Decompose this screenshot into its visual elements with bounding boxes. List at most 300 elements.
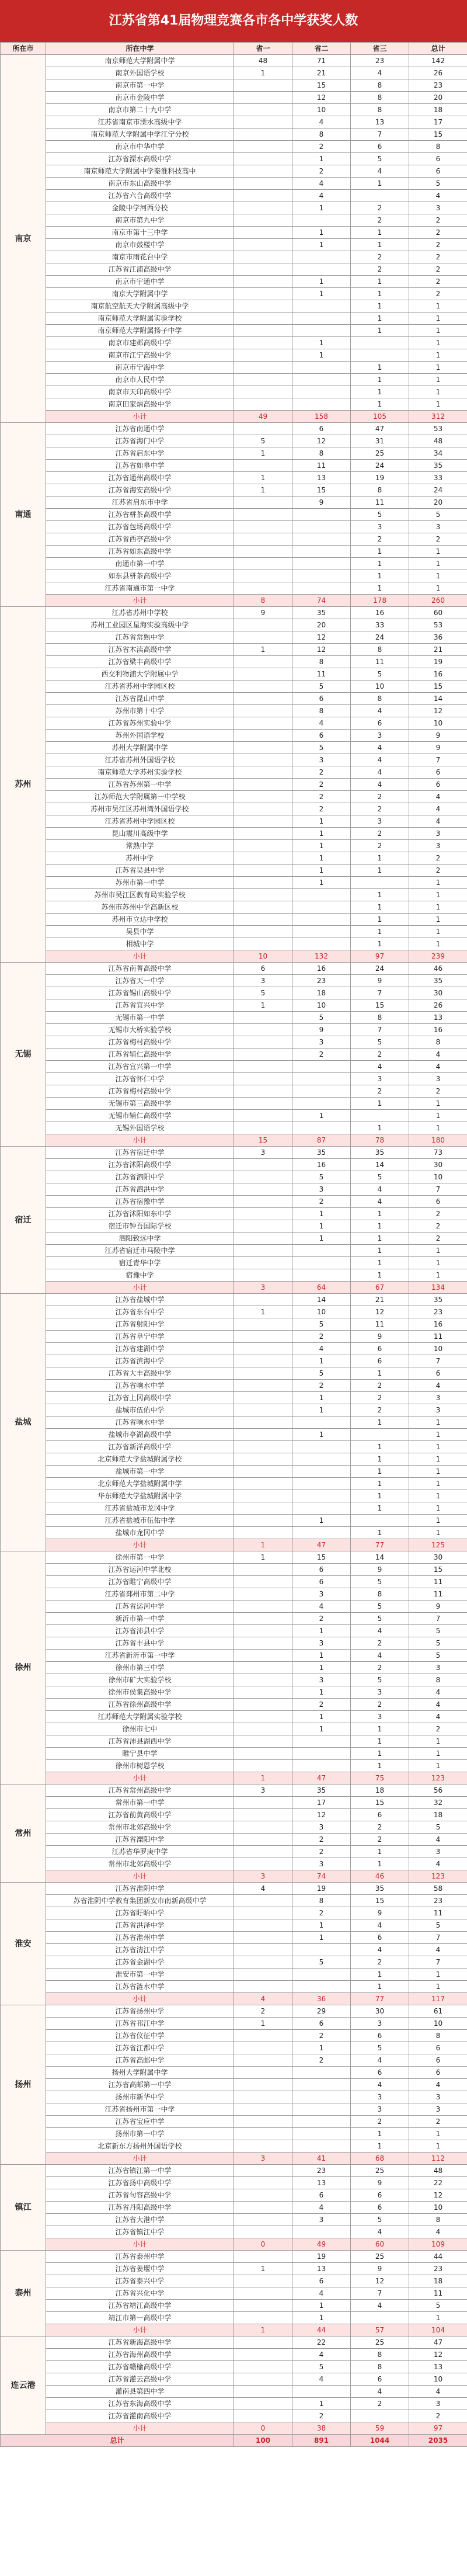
subtotal-total: 117 <box>409 1993 467 2005</box>
school-name: 江苏省沭阳高级中学 <box>46 1159 234 1171</box>
third-prize-count: 2 <box>351 1662 409 1674</box>
third-prize-count: 2 <box>351 533 409 546</box>
total-count: 15 <box>409 681 467 693</box>
total-count: 1 <box>409 1490 467 1502</box>
second-prize-count: 2 <box>292 1846 351 1858</box>
table-row <box>1 423 467 435</box>
third-prize-count: 4 <box>351 1061 409 1073</box>
third-prize-count: 1 <box>351 570 409 582</box>
second-prize-count <box>292 914 351 926</box>
third-prize-count: 12 <box>351 1306 409 1318</box>
table-row <box>1 852 467 865</box>
third-prize-count: 1 <box>351 558 409 570</box>
second-prize-count: 8 <box>292 656 351 668</box>
school-name: 江苏省梅村高级中学 <box>46 1036 234 1049</box>
second-prize-count: 3 <box>292 1637 351 1650</box>
school-name: 江苏省清江中学 <box>46 1944 234 1956</box>
third-prize-count: 1 <box>351 1466 409 1478</box>
second-prize-count: 8 <box>292 705 351 717</box>
third-prize-count: 1 <box>351 865 409 877</box>
first-prize-count <box>234 1821 292 1834</box>
second-prize-count: 35 <box>292 607 351 619</box>
third-prize-count: 1 <box>351 926 409 938</box>
table-row <box>1 1012 467 1024</box>
subtotal-second-prize: 132 <box>292 950 351 963</box>
second-prize-count: 3 <box>292 2214 351 2226</box>
third-prize-count: 24 <box>351 631 409 644</box>
total-count: 2 <box>409 288 467 300</box>
table-row <box>1 1417 467 1429</box>
first-prize-count <box>234 1760 292 1772</box>
school-name: 江苏省高邮中学 <box>46 2054 234 2067</box>
first-prize-count: 5 <box>234 435 292 447</box>
third-prize-count: 1 <box>351 288 409 300</box>
school-name: 江苏省前黄高级中学 <box>46 1809 234 1821</box>
first-prize-count <box>234 460 292 472</box>
third-prize-count: 4 <box>351 779 409 791</box>
second-prize-count: 2 <box>292 791 351 803</box>
total-count: 60 <box>409 607 467 619</box>
second-prize-count: 5 <box>292 1318 351 1331</box>
total-count: 10 <box>409 2018 467 2030</box>
table-row <box>1 1147 467 1159</box>
third-prize-count: 11 <box>351 656 409 668</box>
table-row <box>1 1073 467 1085</box>
third-prize-count: 4 <box>351 165 409 178</box>
total-count: 44 <box>409 2251 467 2263</box>
table-row <box>1 2361 467 2373</box>
table-row <box>1 2165 467 2177</box>
total-count: 18 <box>409 104 467 116</box>
table-row <box>1 2054 467 2067</box>
school-name: 江苏省南通中学 <box>46 423 234 435</box>
table-row <box>1 214 467 227</box>
total-count: 11 <box>409 1588 467 1601</box>
subtotal-third-prize: 105 <box>351 411 409 423</box>
second-prize-count <box>292 325 351 337</box>
first-prize-count <box>234 362 292 374</box>
total-count: 7 <box>409 754 467 766</box>
third-prize-count: 2 <box>351 1821 409 1834</box>
third-prize-count: 1 <box>351 852 409 865</box>
table-row <box>1 2189 467 2202</box>
first-prize-count <box>234 717 292 730</box>
school-name: 江苏省大港中学 <box>46 2214 234 2226</box>
second-prize-count: 10 <box>292 104 351 116</box>
total-count: 9 <box>409 730 467 742</box>
table-row <box>1 1245 467 1257</box>
table-row <box>1 815 467 828</box>
subtotal-row <box>1 1993 467 2005</box>
table-row <box>1 546 467 558</box>
third-prize-count: 30 <box>351 2005 409 2018</box>
total-count: 23 <box>409 1895 467 1907</box>
second-prize-count: 2 <box>292 1331 351 1343</box>
first-prize-count <box>234 313 292 325</box>
school-name: 江苏省梁丰高级中学 <box>46 656 234 668</box>
third-prize-count: 15 <box>351 1797 409 1809</box>
first-prize-count <box>234 165 292 178</box>
second-prize-count <box>292 889 351 901</box>
third-prize-count: 1 <box>351 374 409 386</box>
table-row <box>1 1478 467 1490</box>
table-row <box>1 386 467 398</box>
second-prize-count: 1 <box>292 1625 351 1637</box>
school-name: 江苏省宿迁中学 <box>46 1147 234 1159</box>
first-prize-count <box>234 1245 292 1257</box>
first-prize-count <box>234 1318 292 1331</box>
third-prize-count: 8 <box>351 484 409 497</box>
total-count: 1 <box>409 889 467 901</box>
first-prize-count <box>234 1441 292 1453</box>
third-prize-count: 2 <box>351 1392 409 1404</box>
second-prize-count: 22 <box>292 2337 351 2349</box>
total-count: 6 <box>409 165 467 178</box>
school-name: 江苏省海安高级中学 <box>46 484 234 497</box>
total-count: 11 <box>409 2287 467 2300</box>
third-prize-count: 6 <box>351 1343 409 1355</box>
table-row <box>1 1699 467 1711</box>
school-name: 江苏省泗阳中学 <box>46 1171 234 1183</box>
first-prize-count <box>234 1699 292 1711</box>
school-name: 常熟中学 <box>46 840 234 852</box>
subtotal-row <box>1 950 467 963</box>
total-count: 5 <box>409 509 467 521</box>
school-name: 南京市人民中学 <box>46 374 234 386</box>
total-count: 9 <box>409 742 467 754</box>
school-name: 徐州市第三中学 <box>46 1662 234 1674</box>
school-name: 南京师范大学附属中学秦淮科技高中 <box>46 165 234 178</box>
second-prize-count <box>292 263 351 276</box>
total-count: 13 <box>409 1012 467 1024</box>
second-prize-count: 2 <box>292 1613 351 1625</box>
third-prize-count: 5 <box>351 2214 409 2226</box>
total-count: 4 <box>409 1686 467 1699</box>
table-row <box>1 2287 467 2300</box>
third-prize-count: 31 <box>351 435 409 447</box>
school-name: 江苏省金湖中学 <box>46 1956 234 1969</box>
school-name: 常州市第一中学 <box>46 1797 234 1809</box>
second-prize-count <box>292 533 351 546</box>
second-prize-count: 5 <box>292 681 351 693</box>
second-prize-count <box>292 558 351 570</box>
total-count: 8 <box>409 1674 467 1686</box>
total-count: 2 <box>409 1208 467 1220</box>
third-prize-count: 1 <box>351 325 409 337</box>
city-cell: 镇江 <box>1 2165 46 2251</box>
total-count: 19 <box>409 656 467 668</box>
table-row <box>1 1233 467 1245</box>
table-row <box>1 55 467 67</box>
first-prize-count <box>234 1515 292 1527</box>
second-prize-count: 1 <box>292 877 351 889</box>
third-prize-count: 2 <box>351 828 409 840</box>
second-prize-count <box>292 1257 351 1269</box>
third-prize-count <box>351 337 409 349</box>
second-prize-count: 35 <box>292 1785 351 1797</box>
first-prize-count: 3 <box>234 1785 292 1797</box>
third-prize-count: 5 <box>351 1674 409 1686</box>
school-name: 宿迁市钟吾国际学校 <box>46 1220 234 1233</box>
first-prize-count <box>234 276 292 288</box>
total-count: 47 <box>409 2337 467 2349</box>
table-row <box>1 705 467 717</box>
third-prize-count: 15 <box>351 1895 409 1907</box>
second-prize-count: 1 <box>292 1686 351 1699</box>
first-prize-count <box>234 497 292 509</box>
second-prize-count <box>292 374 351 386</box>
second-prize-count: 3 <box>292 1036 351 1049</box>
total-count: 3 <box>409 828 467 840</box>
table-row <box>1 2042 467 2054</box>
total-count: 3 <box>409 202 467 214</box>
first-prize-count: 1 <box>234 447 292 460</box>
table-row <box>1 2263 467 2275</box>
second-prize-count: 6 <box>292 2189 351 2202</box>
school-name: 江苏省涟水中学 <box>46 1981 234 1993</box>
subtotal-label: 小计 <box>46 411 234 423</box>
subtotal-second-prize: 74 <box>292 595 351 607</box>
third-prize-count: 6 <box>351 2067 409 2079</box>
table-row <box>1 1441 467 1453</box>
first-prize-count <box>234 202 292 214</box>
school-name: 江苏省句容高级中学 <box>46 2189 234 2202</box>
third-prize-count: 3 <box>351 1711 409 1723</box>
third-prize-count: 15 <box>351 999 409 1012</box>
second-prize-count <box>292 1748 351 1760</box>
total-count: 3 <box>409 1392 467 1404</box>
table-row <box>1 975 467 987</box>
school-name: 江苏省如皋中学 <box>46 460 234 472</box>
subtotal-row <box>1 2422 467 2435</box>
subtotal-first-prize: 49 <box>234 411 292 423</box>
second-prize-count: 2 <box>292 779 351 791</box>
third-prize-count: 5 <box>351 509 409 521</box>
second-prize-count <box>292 2386 351 2398</box>
second-prize-count <box>292 570 351 582</box>
second-prize-count: 2 <box>292 2030 351 2042</box>
third-prize-count: 6 <box>351 141 409 153</box>
third-prize-count: 6 <box>351 2030 409 2042</box>
second-prize-count: 8 <box>292 129 351 141</box>
subtotal-first-prize: 3 <box>234 1870 292 1883</box>
total-count: 1 <box>409 877 467 889</box>
first-prize-count <box>234 1367 292 1380</box>
second-prize-count: 13 <box>292 2263 351 2275</box>
second-prize-count: 1 <box>292 1110 351 1122</box>
first-prize-count <box>234 1576 292 1588</box>
third-prize-count: 25 <box>351 2337 409 2349</box>
school-name: 江苏省包场高级中学 <box>46 521 234 533</box>
school-name: 江苏省常州高级中学 <box>46 1785 234 1797</box>
first-prize-count <box>234 178 292 190</box>
total-count: 2 <box>409 251 467 263</box>
table-row <box>1 1895 467 1907</box>
second-prize-count: 4 <box>292 1601 351 1613</box>
school-name: 苏州市第十中学 <box>46 705 234 717</box>
subtotal-total: 123 <box>409 1870 467 1883</box>
second-prize-count: 1 <box>292 2398 351 2410</box>
table-row <box>1 1625 467 1637</box>
table-row <box>1 1429 467 1441</box>
first-prize-count <box>234 423 292 435</box>
table-row <box>1 2214 467 2226</box>
first-prize-count <box>234 693 292 705</box>
first-prize-count <box>234 2386 292 2398</box>
first-prize-count: 1 <box>234 472 292 484</box>
first-prize-count <box>234 337 292 349</box>
second-prize-count: 11 <box>292 460 351 472</box>
school-name: 江苏省华罗庚中学 <box>46 1846 234 1858</box>
total-count: 46 <box>409 963 467 975</box>
third-prize-count: 7 <box>351 1024 409 1036</box>
third-prize-count: 35 <box>351 1147 409 1159</box>
school-name: 南京师范大学附属扬子中学 <box>46 325 234 337</box>
subtotal-first-prize: 4 <box>234 1993 292 2005</box>
school-name: 南京市金陵中学 <box>46 92 234 104</box>
second-prize-count: 1 <box>292 288 351 300</box>
third-prize-count <box>351 349 409 362</box>
school-name: 江苏省丹阳高级中学 <box>46 2202 234 2214</box>
third-prize-count: 3 <box>351 730 409 742</box>
school-name: 徐州市七中 <box>46 1723 234 1735</box>
total-count: 2 <box>409 214 467 227</box>
school-name: 江苏省海门中学 <box>46 435 234 447</box>
table-row <box>1 607 467 619</box>
second-prize-count: 1 <box>292 239 351 251</box>
table-row <box>1 1637 467 1650</box>
first-prize-count <box>234 1478 292 1490</box>
city-cell: 宿迁 <box>1 1147 46 1294</box>
total-count: 16 <box>409 668 467 681</box>
second-prize-count: 23 <box>292 975 351 987</box>
third-prize-count: 5 <box>351 2042 409 2054</box>
subtotal-label: 小计 <box>46 1134 234 1147</box>
school-name: 江苏省新沂市第一中学 <box>46 1650 234 1662</box>
table-row <box>1 1674 467 1686</box>
first-prize-count <box>234 190 292 202</box>
table-row <box>1 153 467 165</box>
table-row <box>1 1049 467 1061</box>
school-name: 南京田家炳高级中学 <box>46 398 234 411</box>
third-prize-count: 8 <box>351 79 409 92</box>
table-row <box>1 263 467 276</box>
school-name: 盐城市亭湖高级中学 <box>46 1429 234 1441</box>
first-prize-count <box>234 803 292 815</box>
second-prize-count <box>292 2116 351 2128</box>
second-prize-count: 16 <box>292 963 351 975</box>
first-prize-count <box>234 1834 292 1846</box>
total-count: 1 <box>409 1098 467 1110</box>
table-row <box>1 1846 467 1858</box>
second-prize-count <box>292 1122 351 1134</box>
second-prize-count <box>292 1490 351 1502</box>
total-count: 5 <box>409 1919 467 1932</box>
first-prize-count <box>234 865 292 877</box>
third-prize-count: 4 <box>351 1944 409 1956</box>
total-count: 2 <box>409 1723 467 1735</box>
school-name: 江苏省邗江中学 <box>46 2018 234 2030</box>
first-prize-count <box>234 1355 292 1367</box>
city-cell: 泰州 <box>1 2251 46 2337</box>
second-prize-count: 12 <box>292 92 351 104</box>
school-name: 江苏省淮阴中学 <box>46 1883 234 1895</box>
total-count: 2 <box>409 239 467 251</box>
school-name: 江苏省东海高级中学 <box>46 2398 234 2410</box>
subtotal-third-prize: 77 <box>351 1539 409 1551</box>
third-prize-count: 19 <box>351 472 409 484</box>
table-row <box>1 276 467 288</box>
awards-table <box>0 42 467 2447</box>
first-prize-count <box>234 2349 292 2361</box>
second-prize-count <box>292 901 351 914</box>
school-name: 江苏省东台中学 <box>46 1306 234 1318</box>
first-prize-count <box>234 214 292 227</box>
total-count: 1 <box>409 1760 467 1772</box>
table-row <box>1 165 467 178</box>
first-prize-count <box>234 852 292 865</box>
total-count: 30 <box>409 1551 467 1564</box>
first-prize-count <box>234 1380 292 1392</box>
total-count: 6 <box>409 1367 467 1380</box>
table-row <box>1 1269 467 1282</box>
third-prize-count: 18 <box>351 1785 409 1797</box>
school-name: 江苏省吴县中学 <box>46 865 234 877</box>
school-name: 江苏省运河中学 <box>46 1601 234 1613</box>
second-prize-count: 3 <box>292 754 351 766</box>
subtotal-total: 239 <box>409 950 467 963</box>
school-name: 西交利物浦大学附属中学 <box>46 668 234 681</box>
school-name: 昆山震川高级中学 <box>46 828 234 840</box>
school-name: 苏州市立达中学校 <box>46 914 234 926</box>
third-prize-count: 4 <box>351 67 409 79</box>
third-prize-count: 4 <box>351 1183 409 1196</box>
first-prize-count <box>234 889 292 901</box>
total-count: 1 <box>409 570 467 582</box>
third-prize-count: 7 <box>351 2287 409 2300</box>
total-count: 2 <box>409 533 467 546</box>
total-count: 1 <box>409 325 467 337</box>
total-count: 4 <box>409 1711 467 1723</box>
second-prize-count: 2 <box>292 1380 351 1392</box>
school-name: 江苏省阜宁中学 <box>46 1331 234 1343</box>
school-name: 江苏省西亭高级中学 <box>46 533 234 546</box>
grand-total-label: 总计 <box>1 2435 234 2447</box>
second-prize-count: 4 <box>292 2287 351 2300</box>
third-prize-count: 1 <box>351 1735 409 1748</box>
first-prize-count <box>234 521 292 533</box>
second-prize-count <box>292 2103 351 2116</box>
third-prize-count: 4 <box>351 1919 409 1932</box>
table-row <box>1 1085 467 1098</box>
first-prize-count <box>234 1797 292 1809</box>
table-row <box>1 1196 467 1208</box>
table-row <box>1 1858 467 1870</box>
subtotal-row <box>1 2238 467 2251</box>
school-name: 江苏省盐城市龙冈中学 <box>46 1502 234 1515</box>
total-count: 1 <box>409 398 467 411</box>
school-name: 新沂市第一中学 <box>46 1613 234 1625</box>
table-row <box>1 865 467 877</box>
second-prize-count: 2 <box>292 2410 351 2422</box>
table-row <box>1 1306 467 1318</box>
third-prize-count: 8 <box>351 104 409 116</box>
table-row <box>1 1159 467 1171</box>
school-name: 华东师范大学盐城附属中学 <box>46 1490 234 1502</box>
third-prize-count: 5 <box>351 153 409 165</box>
school-name: 江苏省滨海中学 <box>46 1355 234 1367</box>
first-prize-count <box>234 1932 292 1944</box>
